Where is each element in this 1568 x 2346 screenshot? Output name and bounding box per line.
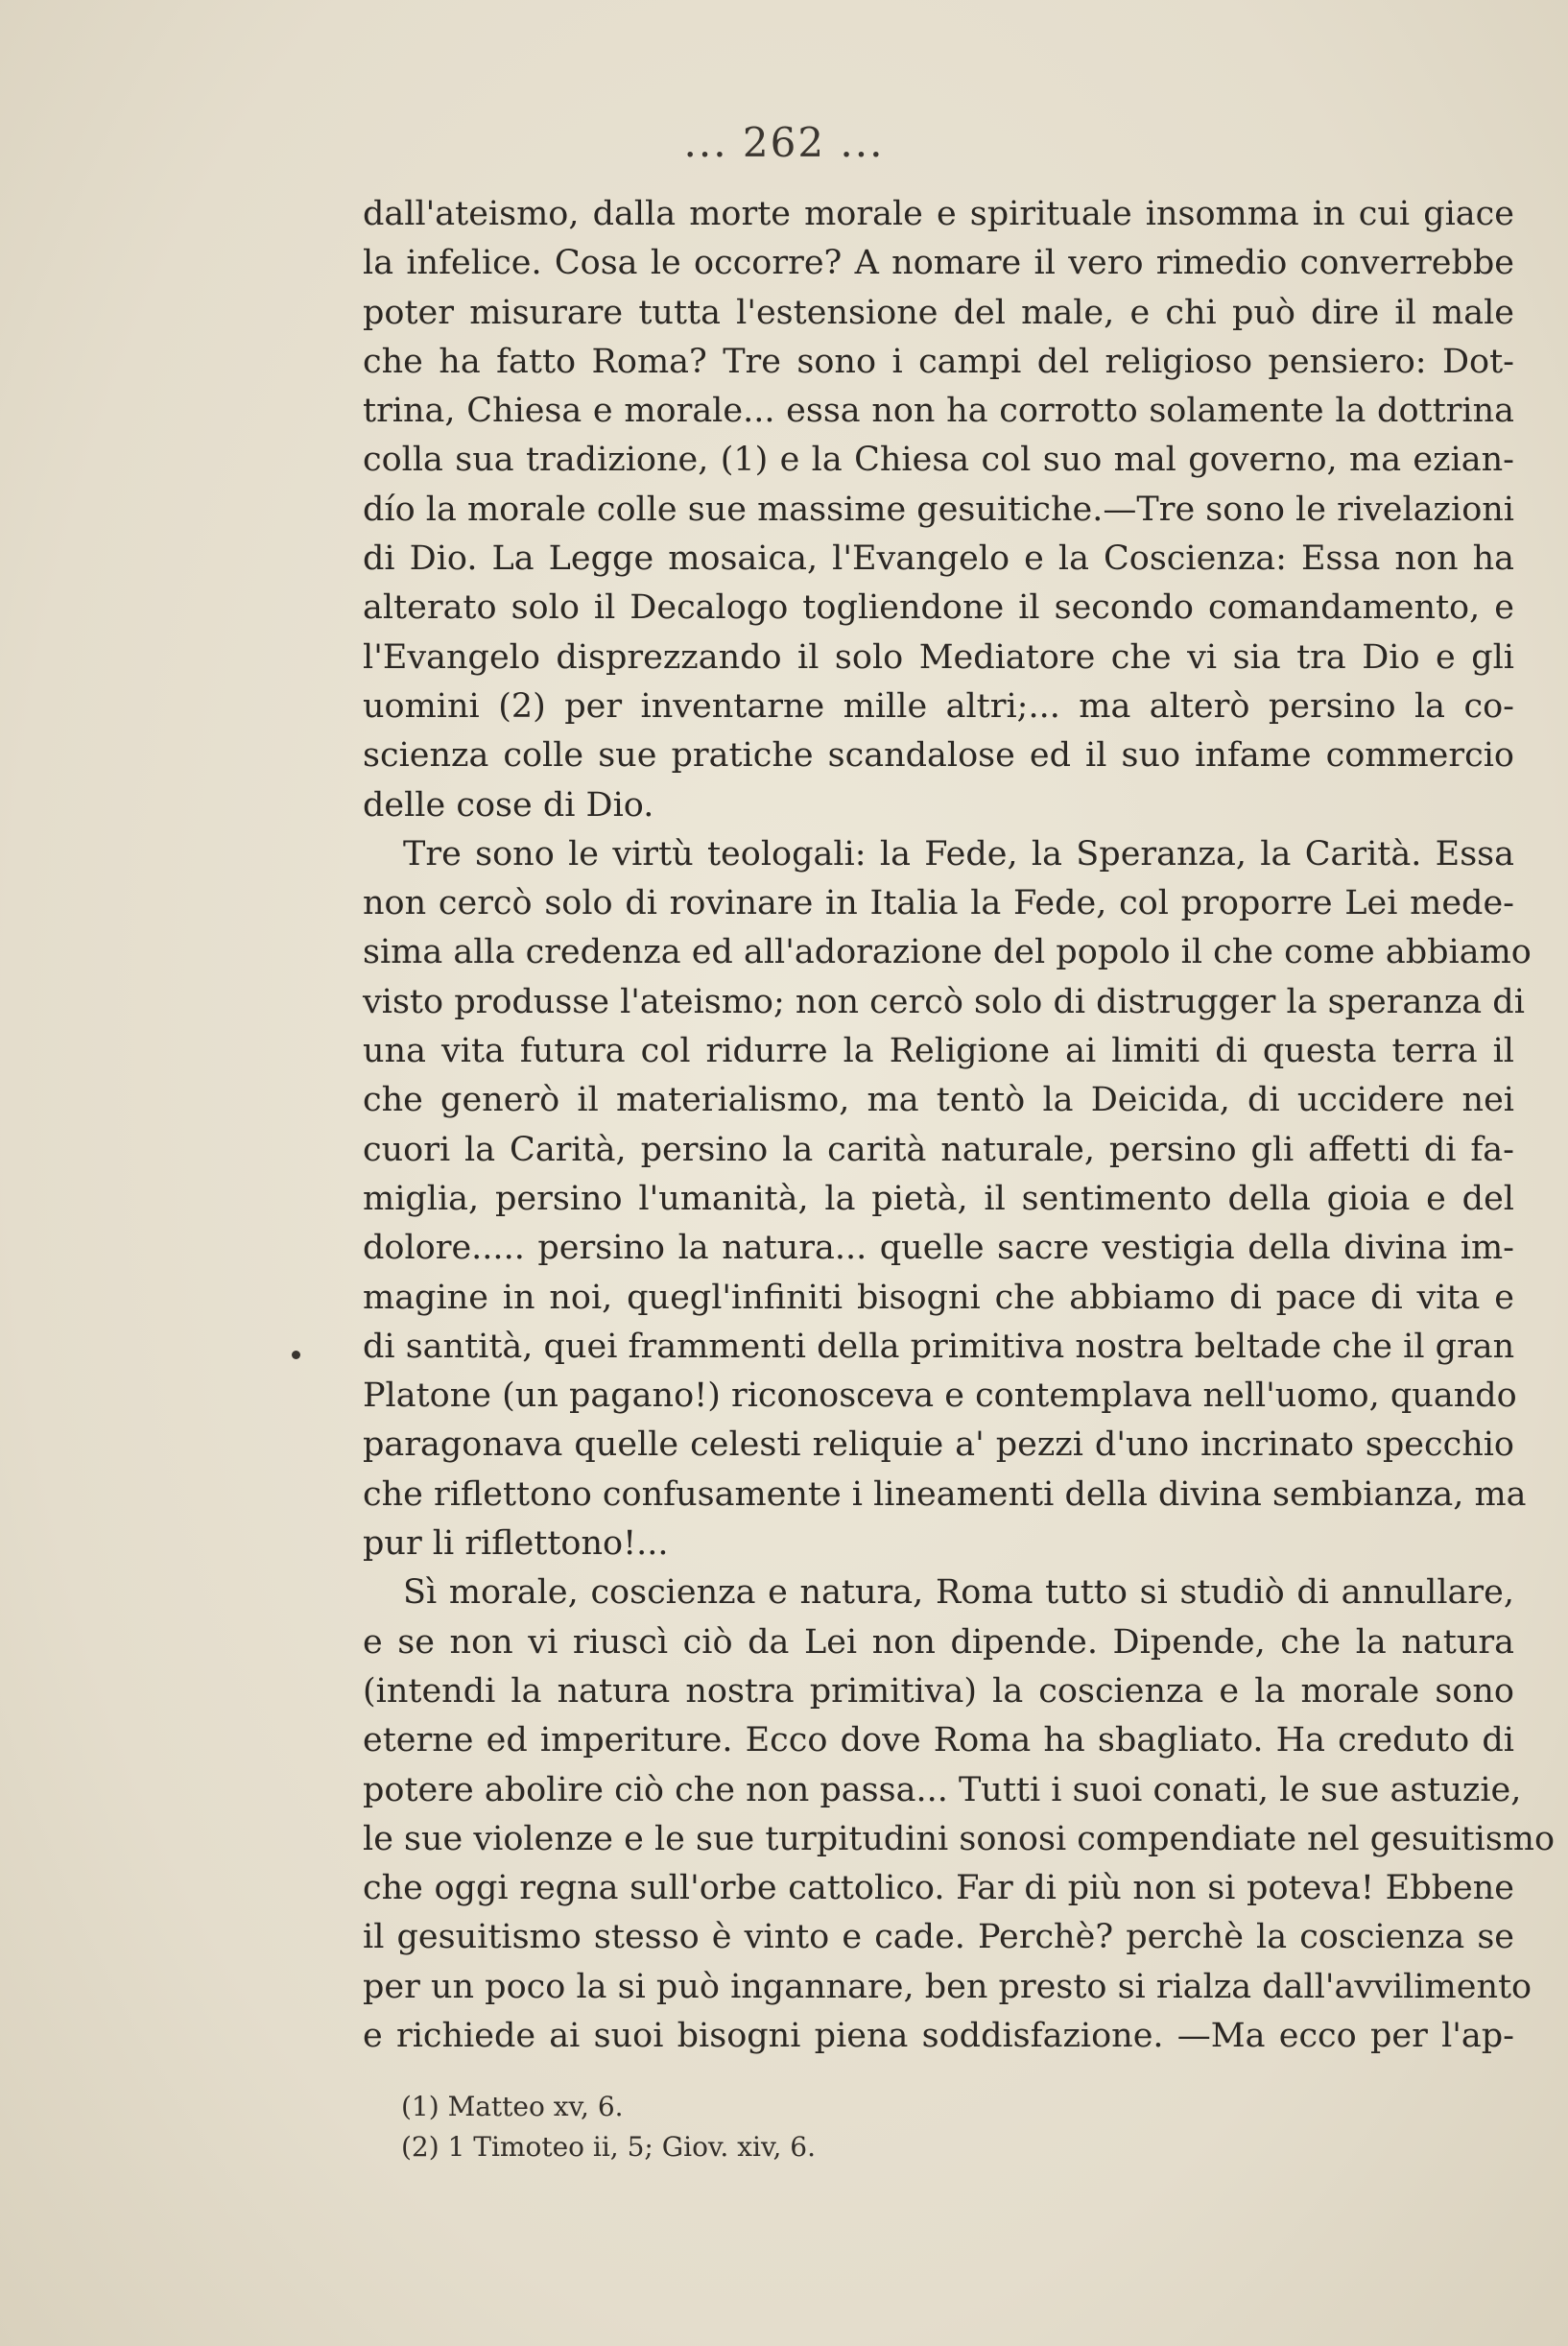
text-line: non cercò solo di rovinare in Italia la Fede, col proporre Lei mede- <box>363 884 1514 923</box>
text-line: il gesuitismo stesso è vinto e cade. Perchè? perchè la coscienza se <box>363 1918 1514 1957</box>
text-line: dolore..... persino la natura... quelle sacre vestigia della divina im- <box>363 1229 1514 1268</box>
text-line: che generò il materialismo, ma tentò la Deicida, di uccidere nei <box>363 1081 1514 1120</box>
text-line: potere abolire ciò che non passa... Tutti i suoi conati, le sue astuzie, <box>363 1770 1522 1809</box>
text-line: scienza colle sue pratiche scandalose ed il suo infame commercio <box>363 736 1514 776</box>
text-line: miglia, persino l'umanità, la pietà, il sentimento della gioia e del <box>363 1179 1514 1218</box>
text-line: che ha fatto Roma? Tre sono i campi del religioso pensiero: Dot- <box>363 342 1514 381</box>
text-line: e se non vi riuscì ciò da Lei non dipende. Dipende, che la natura <box>363 1622 1514 1662</box>
footnote: (2) 1 Timoteo ii, 5; Giov. xiv, 6. <box>401 2131 816 2163</box>
text-line: sima alla credenza ed all'adorazione del popolo il che come abbiamo <box>363 933 1532 972</box>
text-line: visto produsse l'ateismo; non cercò solo di distrugger la speranza di <box>363 982 1525 1021</box>
text-line: dall'ateismo, dalla morte morale e spirituale insomma in cui giace <box>363 195 1514 233</box>
text-line: l'Evangelo disprezzando il solo Mediatore che vi sia tra Dio e gli <box>363 637 1514 677</box>
text-line: eterne ed imperiture. Ecco dove Roma ha sbagliato. Ha creduto di <box>363 1721 1514 1760</box>
text-line: una vita futura col ridurre la Religione ai limiti di questa terra il <box>363 1032 1514 1071</box>
text-line: pur li riflettono!... <box>363 1524 669 1564</box>
paragraph <box>363 830 1532 1568</box>
text-line: alterato solo il Decalogo togliendone il secondo comandamento, e <box>363 588 1514 628</box>
text-line: le sue violenze e le sue turpitudini sonosi compendiate nel gesuitismo <box>363 1819 1556 1858</box>
ink-speck <box>292 1351 300 1359</box>
text-line: cuori la Carità, persino la carità naturale, persino gli affetti di fa- <box>363 1130 1514 1169</box>
footnotes <box>401 2087 816 2167</box>
text-line: e richiede ai suoi bisogni piena soddisfazione. —Ma ecco per l'ap- <box>363 2016 1514 2055</box>
text-line: dío la morale colle sue massime gesuitiche.—Tre sono le rivelazioni <box>363 490 1514 529</box>
text-line: poter misurare tutta l'estensione del male, e chi può dire il male <box>363 293 1514 332</box>
body-text <box>363 190 1556 2061</box>
paragraph <box>363 190 1514 830</box>
text-line: paragonava quelle celesti reliquie a' pezzi d'uno incrinato specchio <box>363 1425 1514 1465</box>
footnote: (1) Matteo xv, 6. <box>401 2091 624 2122</box>
text-line: per un poco la si può ingannare, ben presto si rialza dall'avvilimento <box>363 1967 1532 2006</box>
text-line: che oggi regna sull'orbe cattolico. Far di più non si poteva! Ebbene <box>363 1869 1514 1908</box>
text-line: colla sua tradizione, (1) e la Chiesa col suo mal governo, ma ezian- <box>363 441 1514 480</box>
text-line: di Dio. La Legge mosaica, l'Evangelo e la Coscienza: Essa non ha <box>363 539 1514 579</box>
text-line: (intendi la natura nostra primitiva) la coscienza e la morale sono <box>363 1671 1514 1711</box>
page-number: ... 262 ... <box>683 119 885 166</box>
text-line: delle cose di Dio. <box>363 785 654 825</box>
text-line: Tre sono le virtù teologali: la Fede, la Speranza, la Carità. Essa <box>403 834 1514 874</box>
text-line: trina, Chiesa e morale... essa non ha corrotto solamente la dottrina <box>363 392 1514 431</box>
text-line: Platone (un pagano!) riconosceva e contemplava nell'uomo, quando <box>363 1376 1517 1416</box>
text-line: di santità, quei frammenti della primitiva nostra beltade che il gran <box>363 1327 1515 1366</box>
text-line: Sì morale, coscienza e natura, Roma tutto si studiò di annullare, <box>403 1573 1514 1613</box>
text-line: uomini (2) per inventarne mille altri;... ma alterò persino la co- <box>363 686 1514 726</box>
text-line: che riflettono confusamente i lineamenti della divina sembianza, ma <box>363 1474 1527 1514</box>
paragraph <box>363 1568 1556 2061</box>
text-line: la infelice. Cosa le occorre? A nomare il vero rimedio converrebbe <box>363 244 1514 283</box>
text-line: magine in noi, quegl'infiniti bisogni che abbiamo di pace di vita e <box>363 1278 1514 1317</box>
